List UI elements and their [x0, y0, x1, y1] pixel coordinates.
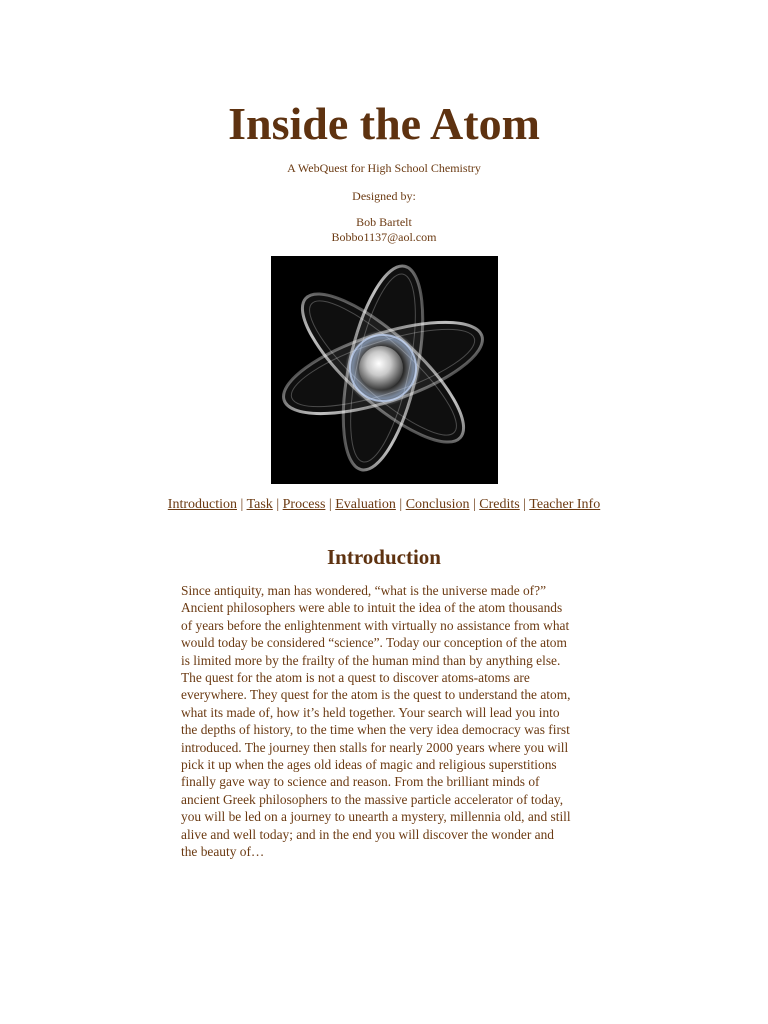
nav-link-conclusion[interactable]: Conclusion: [405, 497, 470, 512]
introduction-heading: Introduction: [327, 545, 441, 569]
nav-separator: |: [328, 497, 332, 512]
page-subtitle: A WebQuest for High School Chemistry: [287, 161, 481, 175]
nav-link-process[interactable]: Process: [282, 497, 326, 512]
author-email: Bobbo1137@aol.com: [331, 230, 437, 244]
atom-icon: [271, 256, 498, 484]
atom-image: [271, 256, 498, 484]
nav-link-task[interactable]: Task: [246, 497, 273, 512]
nav-link-credits[interactable]: Credits: [479, 497, 520, 512]
author-name: Bob Bartelt: [356, 215, 412, 229]
page-title: Inside the Atom: [228, 98, 540, 149]
nav-separator: |: [399, 497, 403, 512]
nav-link-teacher-info[interactable]: Teacher Info: [529, 497, 601, 512]
nav-link-introduction[interactable]: Introduction: [167, 497, 237, 512]
nav-separator: |: [472, 497, 476, 512]
introduction-body: Since antiquity, man has wondered, “what is the universe made of?” Ancient philosophers were able to intuit the idea of the atom thousands of years before the enlightenment with virtually no assistance from what would today be considered “science”. Today our conception of the atom is limited more by the frailty of the human mind than by anything else. The quest for the atom is not a quest to discover atoms-atoms are everywhere. They quest for the atom is the quest to understand the atom, what its made of, how it’s held together. Your search will lead you into the depths of history, to the time when the very idea democracy was first introduced. The journey then stalls for nearly 2000 years where you will pick it up when the ages old ideas of magic and religious superstitions finally gave way to science and reason. From the brilliant minds of ancient Greek philosophers to the massive particle accelerator of today, you will be led on a journey to unearth a mystery, millennia old, and still alive and well today; and in the end you will discover the wonder and the beauty of…: [181, 583, 571, 860]
nav-separator: |: [523, 497, 527, 512]
nav-link-evaluation[interactable]: Evaluation: [335, 497, 396, 512]
nav-separator: |: [240, 497, 244, 512]
designed-by-label: Designed by:: [352, 189, 416, 203]
section-navigation: [0, 496, 768, 514]
nav-separator: |: [276, 497, 280, 512]
